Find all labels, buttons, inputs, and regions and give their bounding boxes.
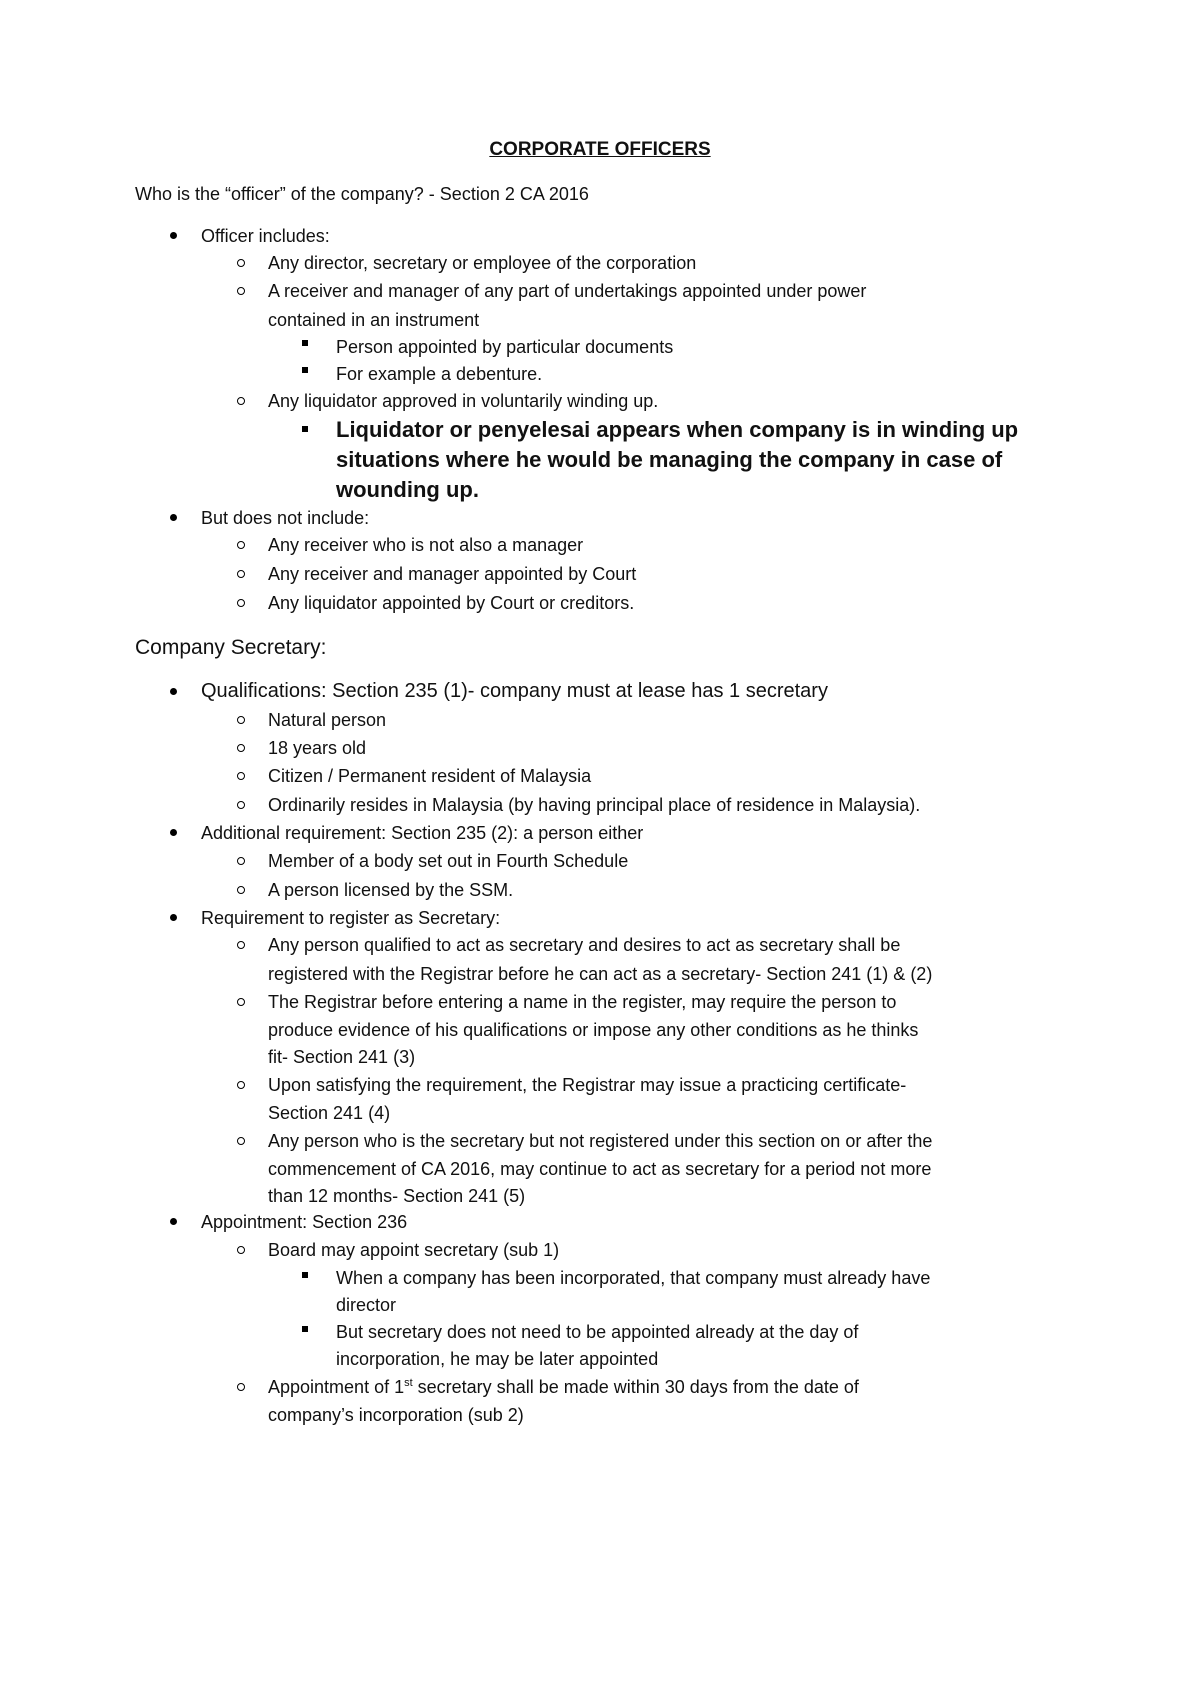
list-item-continuation: company’s incorporation (sub 2) xyxy=(268,1405,524,1425)
bullet-icon xyxy=(170,232,177,239)
not-include-label: But does not include: xyxy=(201,508,370,528)
list-item: When a company has been incorporated, that company must already have xyxy=(336,1268,931,1288)
bullet-icon xyxy=(170,829,177,836)
list-item: Any director, secretary or employee of the corporation xyxy=(268,253,697,273)
emphasis-line: situations where he would be managing the company in case of xyxy=(336,447,1003,472)
list-item-continuation: than 12 months- Section 241 (5) xyxy=(268,1186,526,1206)
list-item: Member of a body set out in Fourth Schedule xyxy=(268,851,629,871)
circle-bullet-icon xyxy=(237,397,245,405)
circle-bullet-icon xyxy=(237,857,245,865)
square-bullet-icon xyxy=(302,1326,308,1332)
list-item: Upon satisfying the requirement, the Registrar may issue a practicing certificate- xyxy=(268,1075,907,1095)
circle-bullet-icon xyxy=(237,772,245,780)
square-bullet-icon xyxy=(302,1272,308,1278)
bullet-icon xyxy=(170,688,177,695)
list-item: Natural person xyxy=(268,710,387,730)
bullet-icon xyxy=(170,514,177,521)
circle-bullet-icon xyxy=(237,998,245,1006)
circle-bullet-icon xyxy=(237,1246,245,1254)
bullet-icon xyxy=(170,914,177,921)
list-item-continuation: fit- Section 241 (3) xyxy=(268,1047,416,1067)
list-item xyxy=(268,1376,859,1398)
list-item: A person licensed by the SSM. xyxy=(268,880,514,900)
intro-question: Who is the “officer” of the company? - Section 2 CA 2016 xyxy=(135,184,589,204)
square-bullet-icon xyxy=(302,426,308,432)
circle-bullet-icon xyxy=(237,1383,245,1391)
emphasis-line: Liquidator or penyelesai appears when company is in winding up xyxy=(336,417,1019,442)
circle-bullet-icon xyxy=(237,744,245,752)
list-item-continuation: produce evidence of his qualifications or impose any other conditions as he thinks xyxy=(268,1020,919,1040)
list-item: But secretary does not need to be appointed already at the day of xyxy=(336,1322,859,1342)
officer-includes-label: Officer includes: xyxy=(201,226,330,246)
circle-bullet-icon xyxy=(237,541,245,549)
list-item: Any liquidator appointed by Court or creditors. xyxy=(268,593,635,613)
list-item: Ordinarily resides in Malaysia (by having principal place of residence in Malaysia). xyxy=(268,795,921,815)
list-item: For example a debenture. xyxy=(336,364,543,384)
circle-bullet-icon xyxy=(237,599,245,607)
page-title: CORPORATE OFFICERS xyxy=(489,139,711,160)
list-item: Any receiver and manager appointed by Court xyxy=(268,564,637,584)
list-item-continuation: registered with the Registrar before he can act as a secretary- Section 241 (1) & (2) xyxy=(268,964,933,984)
appointment-label: Appointment: Section 236 xyxy=(201,1212,408,1232)
circle-bullet-icon xyxy=(237,716,245,724)
list-item-continuation: commencement of CA 2016, may continue to act as secretary for a period not more xyxy=(268,1159,932,1179)
list-item-continuation: contained in an instrument xyxy=(268,310,480,330)
emphasis-line: wounding up. xyxy=(336,477,479,502)
circle-bullet-icon xyxy=(237,801,245,809)
list-item: Board may appoint secretary (sub 1) xyxy=(268,1240,560,1260)
circle-bullet-icon xyxy=(237,1081,245,1089)
list-item: A receiver and manager of any part of undertakings appointed under power xyxy=(268,281,867,301)
circle-bullet-icon xyxy=(237,287,245,295)
circle-bullet-icon xyxy=(237,259,245,267)
circle-bullet-icon xyxy=(237,570,245,578)
register-requirement-label: Requirement to register as Secretary: xyxy=(201,908,501,928)
list-item: Any person who is the secretary but not registered under this section on or after the xyxy=(268,1131,933,1151)
list-item-text: Appointment of 1 xyxy=(268,1377,405,1397)
qualifications-label: Qualifications: Section 235 (1)- company must at lease has 1 secretary xyxy=(201,680,828,702)
circle-bullet-icon xyxy=(237,886,245,894)
additional-requirement-label: Additional requirement: Section 235 (2): a person either xyxy=(201,823,644,843)
list-item: Person appointed by particular documents xyxy=(336,337,674,357)
circle-bullet-icon xyxy=(237,1137,245,1145)
list-item: Any person qualified to act as secretary and desires to act as secretary shall be xyxy=(268,935,901,955)
section-heading: Company Secretary: xyxy=(135,636,327,659)
list-item: Any receiver who is not also a manager xyxy=(268,535,584,555)
circle-bullet-icon xyxy=(237,941,245,949)
list-item: Citizen / Permanent resident of Malaysia xyxy=(268,766,592,786)
list-item-continuation: incorporation, he may be later appointed xyxy=(336,1349,659,1369)
list-item-text: secretary shall be made within 30 days from the date of xyxy=(412,1377,859,1397)
square-bullet-icon xyxy=(302,340,308,346)
square-bullet-icon xyxy=(302,367,308,373)
list-item: 18 years old xyxy=(268,738,367,758)
list-item: Any liquidator approved in voluntarily winding up. xyxy=(268,391,659,411)
list-item: The Registrar before entering a name in the register, may require the person to xyxy=(268,992,897,1012)
bullet-icon xyxy=(170,1218,177,1225)
superscript: st xyxy=(404,1377,413,1389)
list-item-continuation: Section 241 (4) xyxy=(268,1103,391,1123)
list-item-continuation: director xyxy=(336,1295,397,1315)
